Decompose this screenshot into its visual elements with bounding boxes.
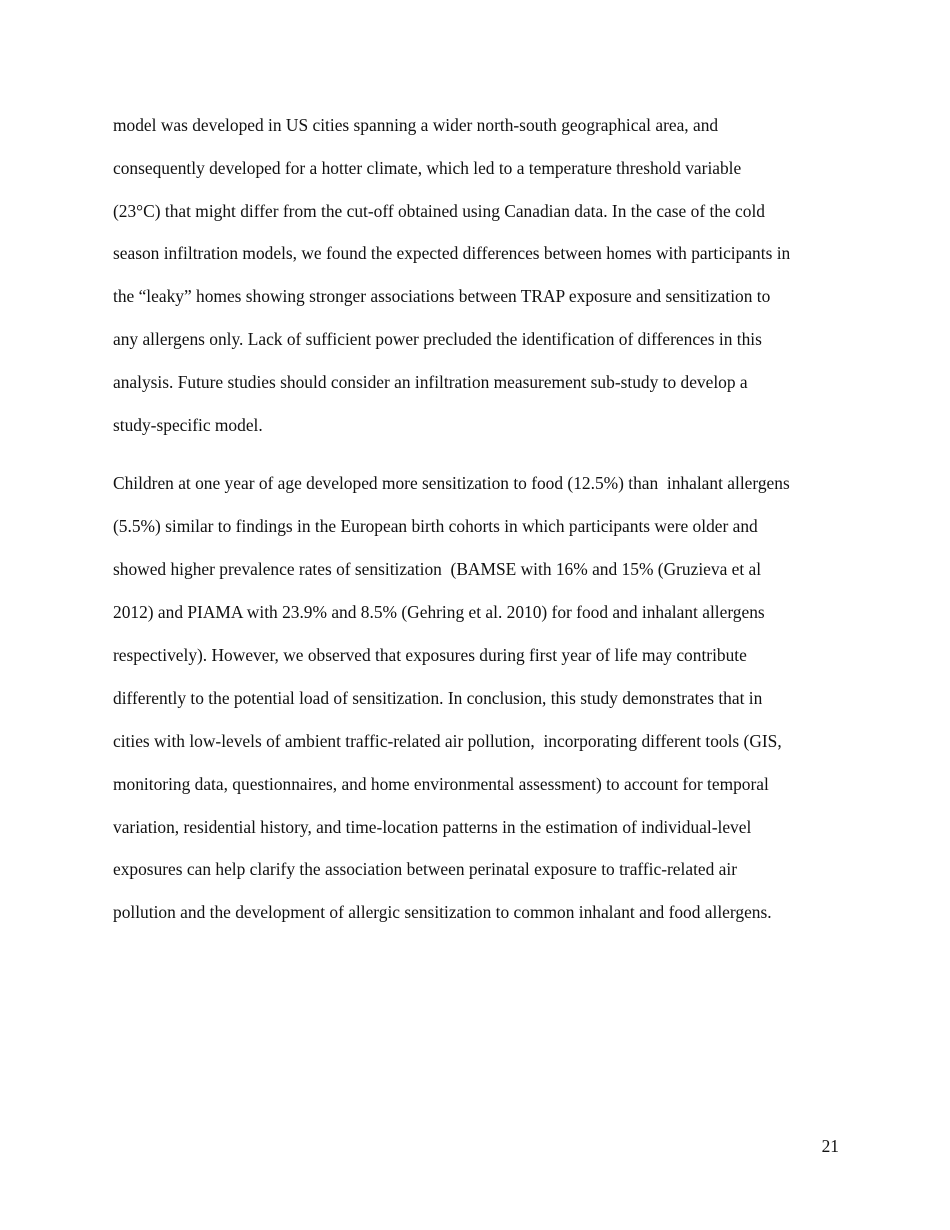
text-line: season infiltration models, we found the expected differences between homes with participants in — [113, 243, 791, 263]
text-line: Children at one year of age developed more sensitization to food (12.5%) than inhalant allergens — [113, 473, 790, 493]
text-line: differently to the potential load of sensitization. In conclusion, this study demonstrates that in — [113, 688, 763, 708]
text-line: model was developed in US cities spanning a wider north-south geographical area, and — [113, 115, 719, 135]
page-number: 21 — [821, 1136, 839, 1156]
text-line: monitoring data, questionnaires, and home environmental assessment) to account for temporal — [113, 774, 769, 794]
text-line: the “leaky” homes showing stronger associations between TRAP exposure and sensitization to — [113, 286, 771, 306]
text-line: respectively). However, we observed that exposures during first year of life may contribute — [113, 645, 747, 665]
text-line: exposures can help clarify the association between perinatal exposure to traffic-related air — [113, 859, 738, 879]
text-line: (23°C) that might differ from the cut-off obtained using Canadian data. In the case of the cold — [113, 201, 765, 221]
text-line: showed higher prevalence rates of sensitization (BAMSE with 16% and 15% (Gruzieva et al — [113, 559, 762, 579]
text-line: (5.5%) similar to findings in the European birth cohorts in which participants were older and — [113, 516, 758, 536]
text-line: study-specific model. — [113, 415, 263, 435]
text-line: consequently developed for a hotter climate, which led to a temperature threshold variable — [113, 158, 742, 178]
text-line: analysis. Future studies should consider an infiltration measurement sub-study to develop a — [113, 372, 748, 392]
text-line: cities with low-levels of ambient traffic-related air pollution, incorporating different tools (GIS, — [113, 731, 782, 751]
text-line: any allergens only. Lack of sufficient power precluded the identification of differences in this — [113, 329, 762, 349]
text-line: 2012) and PIAMA with 23.9% and 8.5% (Gehring et al. 2010) for food and inhalant allergens — [113, 602, 765, 622]
text-line: variation, residential history, and time-location patterns in the estimation of individual-level — [113, 817, 752, 837]
text-line: pollution and the development of allergic sensitization to common inhalant and food allergens. — [113, 902, 772, 922]
